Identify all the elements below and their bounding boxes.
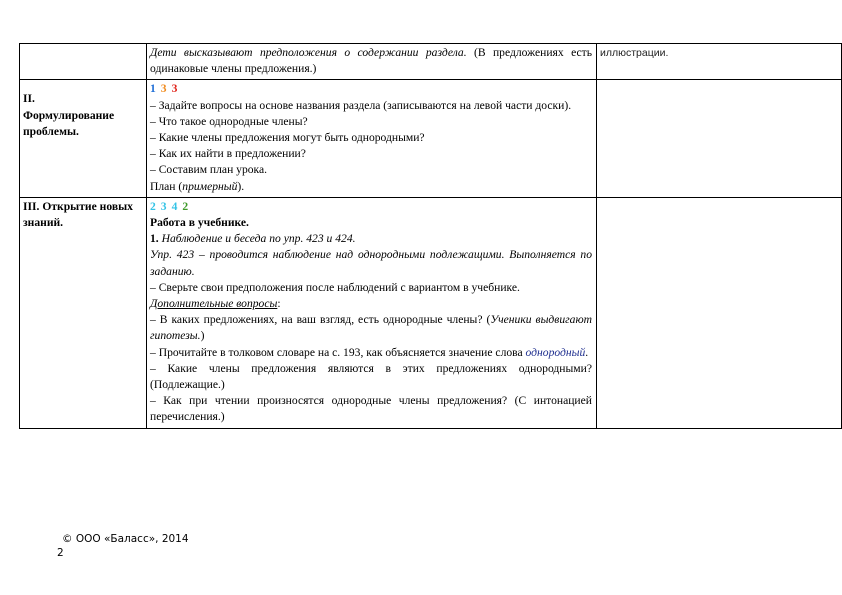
question-1 [150, 312, 592, 344]
question-line: – Какие члены предложения могут быть однородными? [150, 131, 425, 145]
q1-text: – В каких предложениях, на ваш взгляд, есть однородные члены? ( [150, 313, 491, 327]
question-line: – Что такое однородные члены? [150, 114, 308, 128]
stage-cell [20, 197, 147, 428]
resources-cell [597, 197, 842, 428]
question-line: – Составим план урока. [150, 163, 268, 177]
table-row-stage-3 [20, 197, 842, 428]
question-3: – Какие члены предложения являются в этих предложениях однородными? (Подлежащие.) [150, 361, 592, 392]
item-number: 1. [150, 232, 159, 246]
extra-colon: : [277, 297, 281, 311]
plan-suffix: ). [237, 179, 245, 193]
resources-cell [597, 44, 842, 80]
q2-word: однородный [525, 345, 586, 359]
illustrations-note: иллюстрации. [600, 47, 669, 59]
table-row-stage-2 [20, 80, 842, 197]
stage-cell [20, 80, 147, 197]
page-number: 2 [57, 547, 64, 559]
mark: 3 [160, 82, 167, 96]
table-row-intro [20, 44, 842, 80]
mark: 4 [171, 199, 178, 213]
question-2 [150, 345, 592, 361]
activity-cell [147, 44, 597, 80]
q2-text: – Прочитайте в толковом словаре на с. 193, как объясняется значение слова [150, 345, 526, 359]
mark: 3 [160, 199, 167, 213]
lesson-table [19, 43, 842, 429]
resources-cell [597, 80, 842, 197]
stage-title: III. Открытие новых знаний. [23, 199, 133, 230]
exercise-423: Упр. 423 – проводится наблюдение над однородными подлежащими. Выполняется по заданию. [150, 248, 592, 278]
plan-line [150, 179, 592, 195]
activity-cell [147, 197, 597, 428]
work-title: Работа в учебнике. [150, 216, 249, 230]
assumption-note: (В предложениях есть одинаковые члены предложения.) [150, 46, 593, 76]
mark: 3 [171, 82, 178, 96]
competence-marks [150, 199, 592, 215]
plan-italic: примерный [182, 179, 238, 193]
question-line: – Задайте вопросы на основе названия раздела (записываются на левой части доски). [150, 98, 572, 112]
competence-marks [150, 81, 592, 97]
q1-end: ) [200, 329, 205, 343]
extra-questions [150, 296, 592, 312]
stage-title: Формулирование проблемы. [23, 108, 115, 138]
extra-questions-label: Дополнительные вопросы [150, 297, 278, 311]
q2-end: . [585, 345, 589, 359]
item-text: Наблюдение и беседа по упр. 423 и 424. [158, 232, 356, 246]
copyright-footer: © ООО «Баласс», 2014 [62, 533, 189, 545]
stage-cell-empty [20, 44, 147, 80]
item-1 [150, 231, 592, 247]
question-line: – Как их найти в предложении? [150, 147, 306, 161]
compare-line: – Сверьте свои предположения после наблюдений с вариантом в учебнике. [150, 280, 520, 294]
activity-cell [147, 80, 597, 197]
children-assumption: Дети высказывают предположения о содержании раздела. [150, 46, 467, 59]
mark: 2 [150, 199, 156, 213]
q1-italic: Ученики выдвигают гипотезы. [150, 313, 592, 343]
mark: 1 [150, 82, 156, 96]
stage-number: II. [23, 92, 35, 106]
question-4: – Как при чтении произносятся однородные члены предложения? (С интонацией перечисления.) [150, 394, 592, 424]
mark: 2 [182, 199, 189, 213]
plan-prefix: План ( [150, 179, 183, 193]
